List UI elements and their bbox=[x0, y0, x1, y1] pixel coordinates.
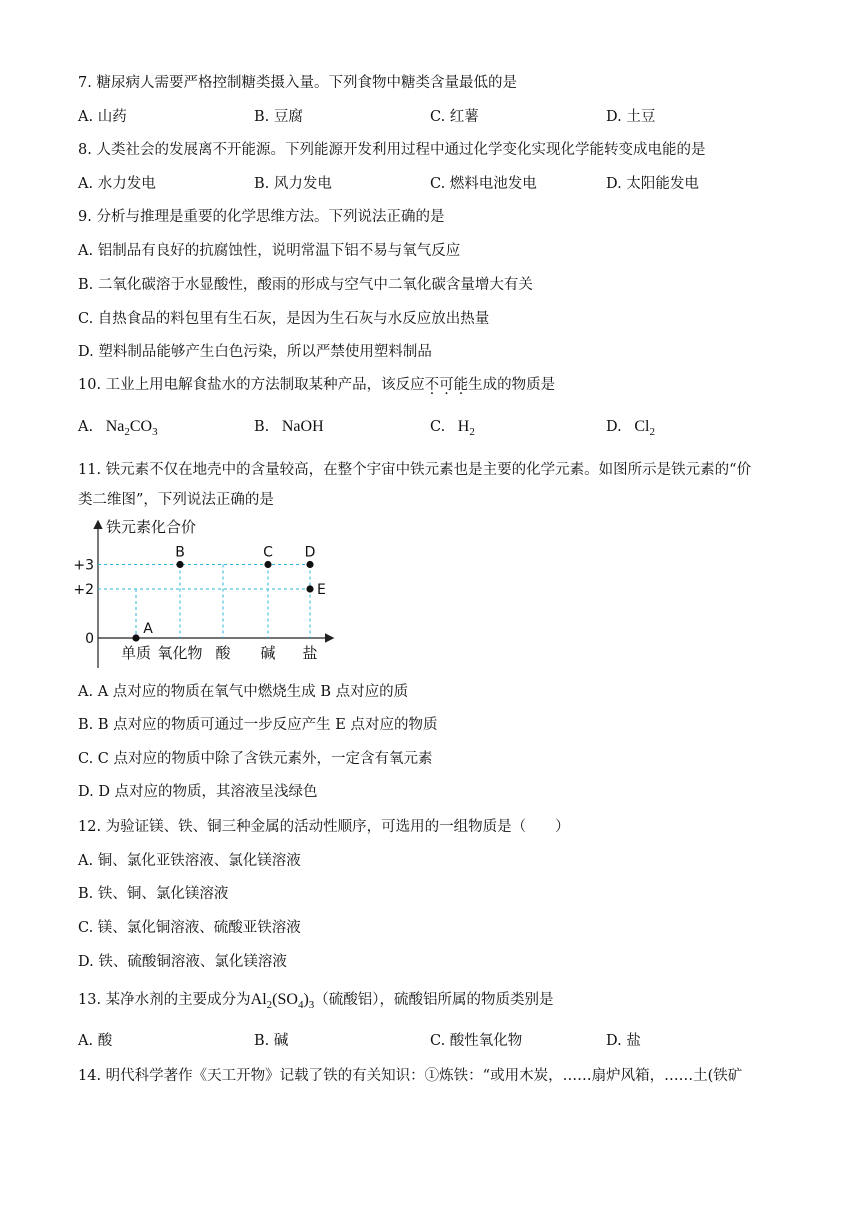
q8-stem: 8. 人类社会的发展离不开能源。下列能源开发利用过程中通过化学变化实现化学能转变成电能的是 bbox=[78, 142, 706, 158]
q10-option-d bbox=[606, 417, 655, 437]
q13-option-c: C. 酸性氧化物 bbox=[430, 1033, 523, 1049]
q10-option-c bbox=[430, 417, 475, 437]
q10-formula-c bbox=[457, 418, 475, 438]
q13-formula-sub: 2 bbox=[266, 999, 273, 1011]
point-d bbox=[306, 561, 313, 568]
q10-formula-a-sub: 3 bbox=[152, 426, 158, 438]
x-category-label: 盐 bbox=[302, 644, 318, 662]
x-category-label: 酸 bbox=[215, 644, 231, 662]
q8-option-b: B. 风力发电 bbox=[254, 176, 332, 192]
q10-option-a bbox=[78, 417, 158, 437]
q7-option-b: B. 豆腐 bbox=[254, 109, 303, 125]
q8-option-c: C. 燃料电池发电 bbox=[430, 176, 537, 192]
y-tick-label: 0 bbox=[85, 631, 94, 647]
q10-formula-c-sub: 2 bbox=[469, 426, 475, 438]
q11-stem-line1: 11. 铁元素不仅在地壳中的含量较高，在整个宇宙中铁元素也是主要的化学元素。如图所示是铁元素的“价 bbox=[78, 462, 752, 478]
point-a bbox=[132, 634, 139, 641]
q10-stem-after: 生成的物质是 bbox=[468, 377, 556, 393]
q11-stem-line2: 类二维图”，下列说法正确的是 bbox=[78, 492, 274, 508]
point-label-b: B bbox=[175, 544, 185, 561]
q9-option-d: D. 塑料制品能够产生白色污染，所以严禁使用塑料制品 bbox=[78, 344, 432, 360]
q9-option-a: A. 铝制品有良好的抗腐蚀性，说明常温下铝不易与氧气反应 bbox=[78, 243, 461, 259]
q11-option-d: D. D 点对应的物质，其溶液呈浅绿色 bbox=[78, 784, 318, 800]
y-axis-label: 铁元素化合价 bbox=[106, 518, 197, 536]
point-label-a: A bbox=[143, 621, 153, 637]
q12-option-a: A. 铜、氯化亚铁溶液、氯化镁溶液 bbox=[78, 853, 301, 869]
point-label-c: C bbox=[263, 544, 273, 561]
q10-formula-a bbox=[105, 418, 158, 438]
x-category-label: 氧化物 bbox=[157, 644, 203, 662]
q10-stem-before: 10. 工业上用电解食盐水的方法制取某种产品，该反应 bbox=[78, 377, 425, 393]
q7-stem: 7. 糖尿病人需要严格控制糖类摄入量。下列食物中糖类含量最低的是 bbox=[78, 75, 517, 91]
q10-option-b bbox=[254, 417, 324, 437]
point-layer bbox=[132, 545, 325, 642]
q9-option-b: B. 二氧化碳溶于水显酸性，酸雨的形成与空气中二氧化碳含量增大有关 bbox=[78, 277, 533, 293]
q13-formula bbox=[250, 991, 315, 1011]
grid-layer bbox=[98, 565, 310, 639]
q12-stem: 12. 为验证镁、铁、铜三种金属的活动性顺序，可选用的一组物质是（ ） bbox=[78, 819, 570, 835]
q10-option-b-letter: B. bbox=[254, 419, 270, 435]
q13-formula-part: Al bbox=[250, 991, 267, 1008]
iron-valence-chart bbox=[70, 512, 360, 672]
q10-formula-d-sub: 2 bbox=[649, 426, 655, 438]
q10-formula-a-part: Na bbox=[105, 418, 125, 435]
point-label-e: E bbox=[317, 582, 326, 598]
point-e bbox=[306, 585, 313, 592]
point-label-d: D bbox=[304, 544, 316, 561]
q13-formula-part: ) bbox=[303, 991, 309, 1008]
tick-layer bbox=[73, 558, 317, 663]
q10-option-a-letter: A. bbox=[78, 419, 94, 435]
q13-formula-part: (SO bbox=[272, 991, 298, 1008]
point-c bbox=[264, 561, 271, 568]
q10-formula-d bbox=[634, 418, 655, 438]
q10-emph-2: 可 bbox=[439, 377, 454, 393]
q13-formula-sub: 3 bbox=[308, 999, 315, 1011]
q13-option-d: D. 盐 bbox=[606, 1033, 641, 1049]
q7-option-d: D. 土豆 bbox=[606, 109, 656, 125]
q10-option-d-letter: D. bbox=[606, 419, 622, 435]
q10-option-c-letter: C. bbox=[430, 419, 446, 435]
q9-option-c: C. 自热食品的料包里有生石灰，是因为生石灰与水反应放出热量 bbox=[78, 311, 490, 327]
q8-option-a: A. 水力发电 bbox=[78, 176, 156, 192]
q10-formula-a-sub: 2 bbox=[124, 426, 130, 438]
q13-option-b: B. 碱 bbox=[254, 1033, 289, 1049]
q10-stem bbox=[78, 375, 555, 395]
q10-emph-3: 能 bbox=[453, 377, 469, 393]
q13-option-a: A. 酸 bbox=[78, 1033, 113, 1049]
q13-stem bbox=[78, 990, 554, 1010]
q7-option-a: A. 山药 bbox=[78, 109, 127, 125]
q13-formula-sub: 4 bbox=[297, 999, 304, 1011]
q12-option-b: B. 铁、铜、氯化镁溶液 bbox=[78, 886, 229, 902]
y-tick-label: +3 bbox=[73, 557, 94, 574]
x-category-label: 单质 bbox=[120, 644, 152, 662]
q10-formula-d-part: Cl bbox=[634, 418, 650, 435]
q10-formula-a-part: CO bbox=[129, 418, 153, 435]
q11-option-b: B. B 点对应的物质可通过一步反应产生 E 点对应的物质 bbox=[78, 717, 438, 733]
q10-emph-1: 不 bbox=[424, 377, 440, 393]
q12-option-c: C. 镁、氯化铜溶液、硫酸亚铁溶液 bbox=[78, 920, 301, 936]
q10-formula-b: NaOH bbox=[281, 418, 324, 435]
q9-stem: 9. 分析与推理是重要的化学思维方法。下列说法正确的是 bbox=[78, 209, 445, 225]
q11-option-c: C. C 点对应的物质中除了含铁元素外，一定含有氧元素 bbox=[78, 751, 433, 767]
q10-formula-c-part: H bbox=[457, 418, 470, 435]
q13-stem-before: 13. 某净水剂的主要成分为 bbox=[78, 992, 251, 1008]
q11-option-a: A. A 点对应的物质在氧气中燃烧生成 B 点对应的质 bbox=[78, 684, 409, 700]
q14-stem: 14. 明代科学著作《天工开物》记载了铁的有关知识：①炼铁：“或用木炭，……扇炉风箱，……土(铁矿 bbox=[78, 1068, 743, 1084]
x-category-label: 碱 bbox=[260, 644, 276, 662]
point-b bbox=[176, 561, 183, 568]
q13-stem-after: （硫酸铝），硫酸铝所属的物质类别是 bbox=[314, 992, 554, 1008]
q7-option-c: C. 红薯 bbox=[430, 109, 479, 125]
q12-option-d: D. 铁、硫酸铜溶液、氯化镁溶液 bbox=[78, 954, 287, 970]
y-tick-label: +2 bbox=[73, 582, 94, 598]
q8-option-d: D. 太阳能发电 bbox=[606, 176, 699, 192]
